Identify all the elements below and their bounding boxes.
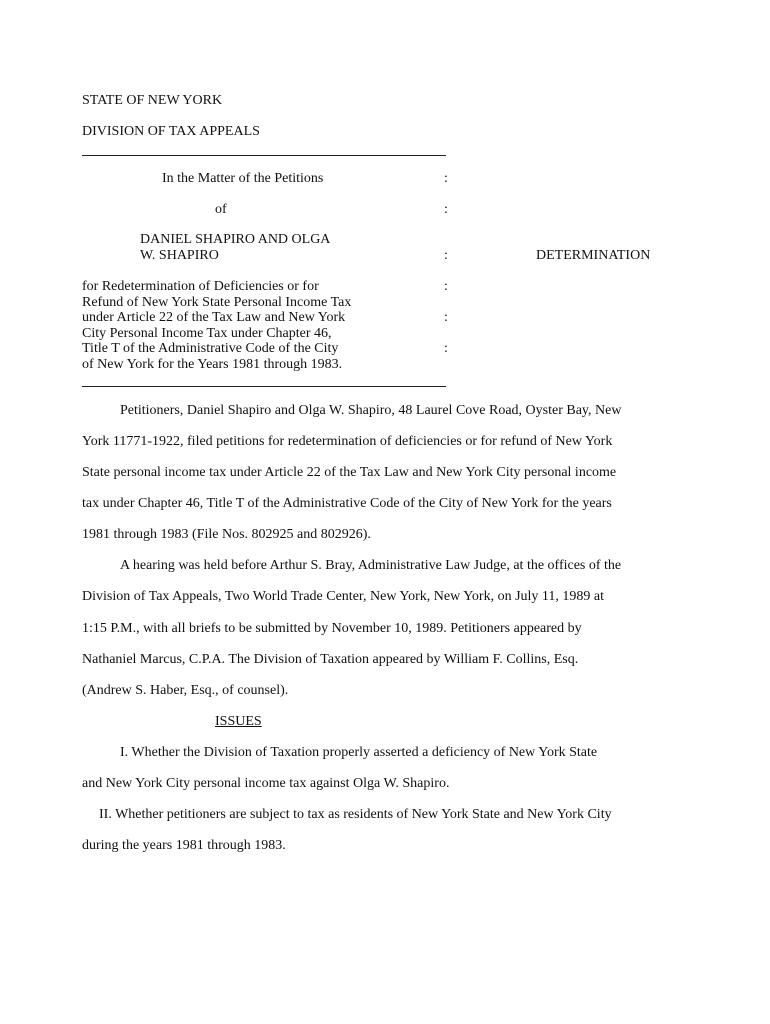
body-line: (Andrew S. Haber, Esq., of counsel). <box>82 683 289 698</box>
body-line: York 11771-1922, filed petitions for redetermination of deficiencies or for refund of New York <box>82 434 613 449</box>
body-line: Division of Tax Appeals, Two World Trade Center, New York, New York, on July 11, 1989 at <box>82 589 604 604</box>
body-line: 1:15 P.M., with all briefs to be submitted by November 10, 1989. Petitioners appeared by <box>82 621 582 636</box>
body-line: State personal income tax under Article 22 of the Tax Law and New York City personal income <box>82 465 617 480</box>
petitioner-names-line-1: DANIEL SHAPIRO AND OLGA <box>140 232 331 247</box>
purpose-line: of New York for the Years 1981 through 1983. <box>82 357 343 372</box>
body-line: 1981 through 1983 (File Nos. 802925 and 802926). <box>82 527 371 542</box>
caption-colon: : <box>444 171 448 186</box>
purpose-line: Refund of New York State Personal Income Tax <box>82 295 352 310</box>
body-line: Petitioners, Daniel Shapiro and Olga W. Shapiro, 48 Laurel Cove Road, Oyster Bay, New <box>120 403 622 418</box>
purpose-line: under Article 22 of the Tax Law and New York <box>82 310 346 325</box>
of-line: of <box>215 202 227 217</box>
issue-line: I. Whether the Division of Taxation properly asserted a deficiency of New York State <box>120 745 598 760</box>
purpose-line: for Redetermination of Deficiencies or for <box>82 279 319 294</box>
purpose-line: Title T of the Administrative Code of the City <box>82 341 339 356</box>
issue-line: II. Whether petitioners are subject to tax as residents of New York State and New York City <box>99 807 612 822</box>
caption-colon: : <box>444 248 448 263</box>
division-heading: DIVISION OF TAX APPEALS <box>82 124 260 139</box>
caption-top-rule <box>82 155 446 156</box>
caption-colon: : <box>444 202 448 217</box>
body-line: Nathaniel Marcus, C.P.A. The Division of Taxation appeared by William F. Collins, Esq. <box>82 652 579 667</box>
caption-colon: : <box>444 279 448 294</box>
purpose-line: City Personal Income Tax under Chapter 46, <box>82 326 332 341</box>
issue-line: during the years 1981 through 1983. <box>82 838 286 853</box>
caption-bottom-rule <box>82 386 446 387</box>
issues-heading: ISSUES <box>215 714 262 729</box>
caption-colon: : <box>444 341 448 356</box>
body-line: tax under Chapter 46, Title T of the Administrative Code of the City of New York for the years <box>82 496 612 511</box>
matter-line: In the Matter of the Petitions <box>162 171 324 186</box>
document-type-title: DETERMINATION <box>536 248 651 263</box>
issue-line: and New York City personal income tax against Olga W. Shapiro. <box>82 776 450 791</box>
state-heading: STATE OF NEW YORK <box>82 93 223 108</box>
body-line: A hearing was held before Arthur S. Bray, Administrative Law Judge, at the offices of the <box>120 558 622 573</box>
caption-colon: : <box>444 310 448 325</box>
petitioner-names-line-2: W. SHAPIRO <box>140 248 219 263</box>
